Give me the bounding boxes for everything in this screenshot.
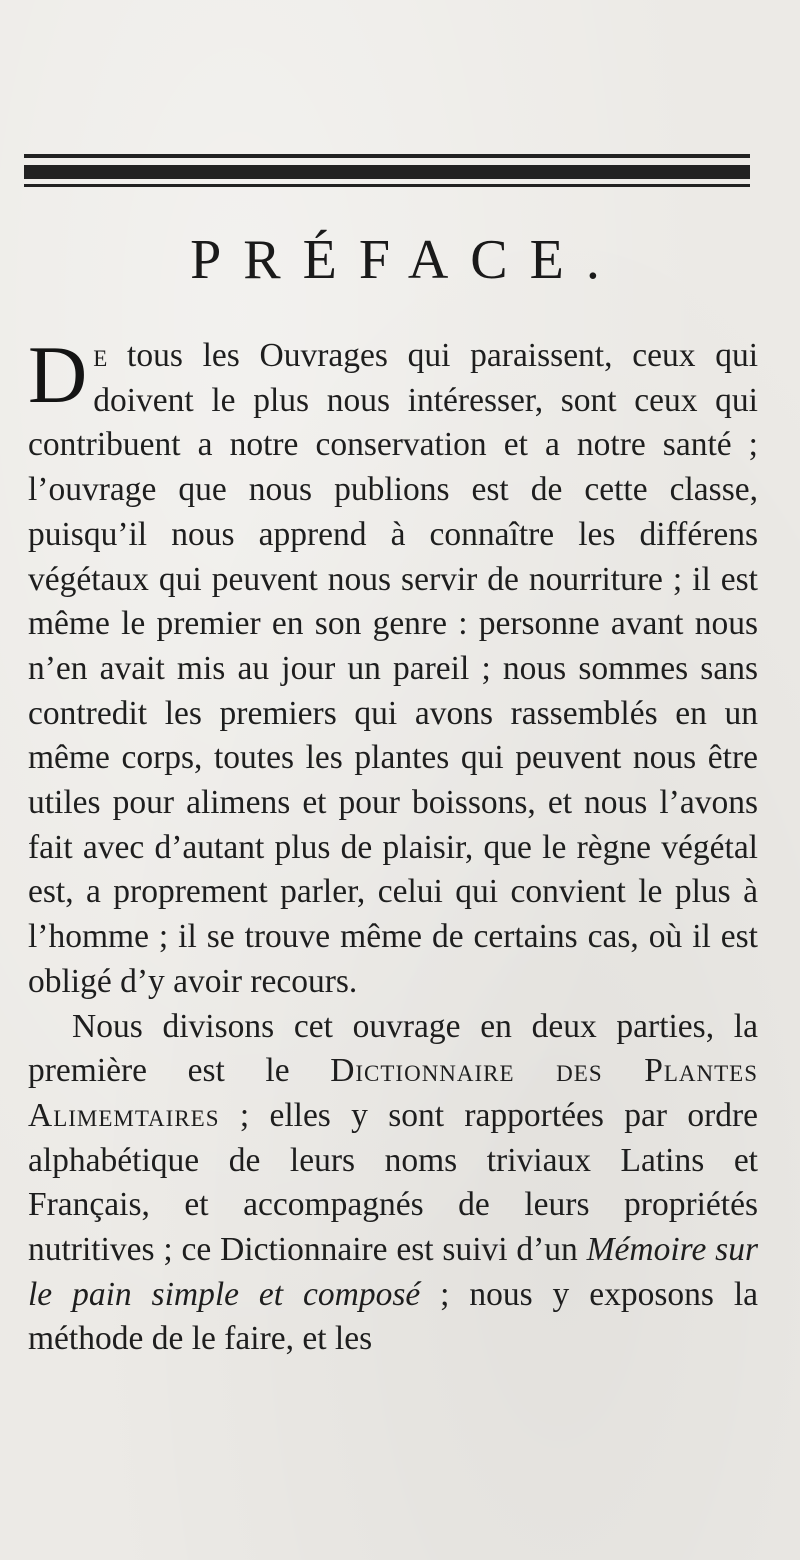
paragraph-2 <box>28 1005 758 1363</box>
page-title: PRÉFACE. <box>190 229 622 291</box>
rule-thin-line <box>24 154 750 158</box>
paragraph-2-text-c: ; nous y exposons la méthode de le faire, et les <box>28 1275 758 1358</box>
rule-bottom-line <box>24 184 750 187</box>
dictionary-title: Dictionnaire des Plantes Alimemtaires <box>28 1052 758 1134</box>
drop-cap-continuation: e <box>93 337 108 374</box>
rule-thick-line <box>24 165 750 179</box>
body-text <box>28 329 759 1362</box>
paragraph-1-rest: tous les Ouvrages qui paraissent, ceux qui doivent le plus nous intéresser, sont ceux qui contribuent a notre conservation et a notre santé ; l’ouvrage que nous publions est de cette classe, puisqu’il nous apprend à connaître les différens végétaux qui peuvent nous servir de nourriture ; il est même le premier en son genre : personne avant nous n’en avait mis au jour un pareil ; nous sommes sans contredit les premiers qui avons rassemblés en un même corps, toutes les plantes qui peuvent nous être utiles pour alimens et pour boissons, et nous l’avons fait avec d’autant plus de plaisir, que le règne végétal est, a proprement parler, celui qui convient le plus à l’homme ; il se trouve même de certains cas, où il est obligé d’y avoir recours. <box>28 337 758 1000</box>
paragraph-2-text-b: ; elles y sont rapportées par ordre alphabétique de leurs noms triviaux Latins et Français, et accompagnés de leurs propriétés nutritives ; ce Dictionnaire est suivi d’un <box>28 1096 758 1269</box>
paragraph-1 <box>28 329 758 1005</box>
paragraph-1-text <box>28 329 758 1000</box>
drop-cap: D <box>28 329 88 420</box>
decorative-rule <box>24 154 750 188</box>
memoir-title: Mémoire sur le pain simple et composé <box>28 1231 759 1313</box>
paragraph-2-text-a: Nous divisons cet ouvrage en deux parties, la première est le <box>28 1007 758 1090</box>
